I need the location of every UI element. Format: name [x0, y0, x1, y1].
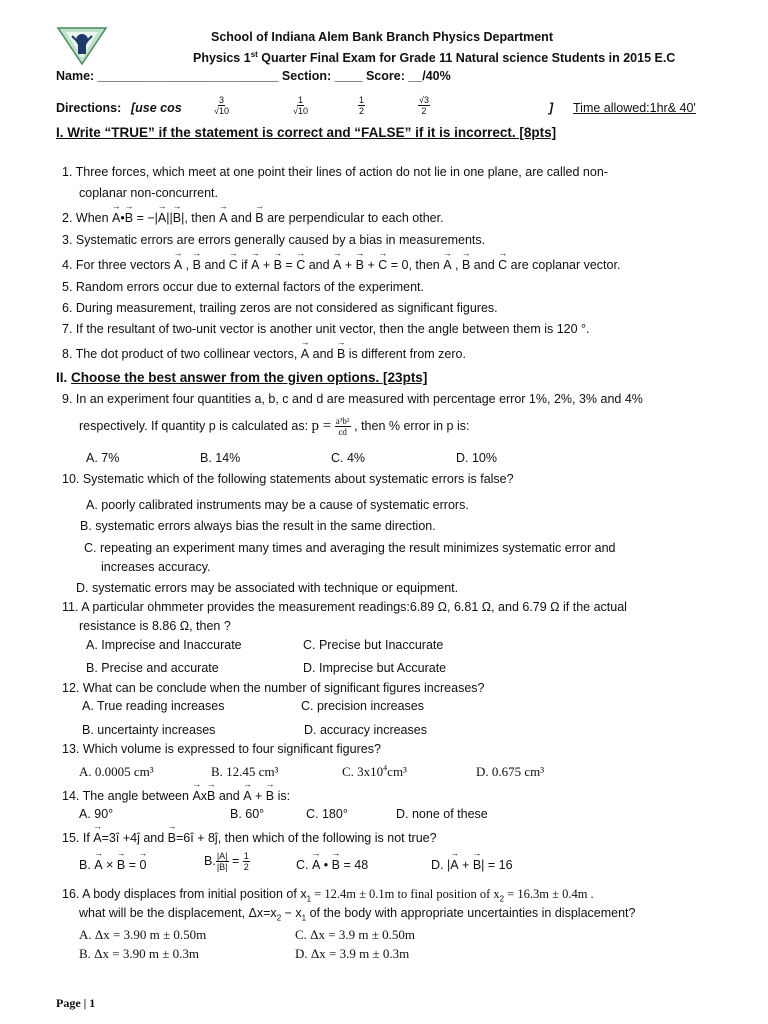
question-16-line-2: what will be the displacement, $\Delta x=x_2 - x_1$ of the body with appropriate uncertainties in displacement?	[79, 906, 636, 923]
q11-option-d: D. Imprecise but Accurate	[303, 661, 447, 675]
question-8: 8. The dot product of two collinear vectors, → A and → B is different from zero.	[62, 347, 466, 361]
q11-option-a: A. Imprecise and Inaccurate	[86, 638, 242, 652]
q16-option-a: A. Δx = 3.90 m ± 0.50m	[79, 927, 207, 942]
question-2: 2. When → A•→ B = −|→ A||→ B|, then → A and → B are perpendicular to each other.	[62, 211, 444, 225]
q15-option-a: B. → A × → B = → 0	[79, 858, 146, 872]
q9-option-d: D. 10%	[456, 451, 497, 465]
q14-option-d: D. none of these	[396, 807, 488, 821]
directions-use-cos: [use cos	[131, 101, 182, 115]
question-5: 5. Random errors occur due to external factors of the experiment.	[62, 280, 424, 294]
q9-option-c: C. 4%	[331, 451, 366, 465]
question-16-line-1: 16. A body displaces from initial position of $x_1 = 12.4m \pm 0.1m$ to final position of $x_2 = 16.3m \pm 0.4m$ .	[62, 887, 594, 904]
q14-option-b: B. 60°	[230, 807, 265, 821]
section-1-title: I. Write “TRUE” if the statement is correct and “FALSE” if it is incorrect. [8pts]	[56, 125, 557, 140]
q12-option-a: A. True reading increases	[82, 699, 225, 713]
cos-value-4: $\frac{√3}{2}$	[419, 95, 429, 116]
directions-close: ]	[549, 101, 554, 115]
cos-value-1: $\frac{3}{√10}$	[214, 95, 229, 116]
cos-value-2: $\frac{1}{√10}$	[293, 95, 308, 116]
q16-option-d: D. Δx = 3.9 m ± 0.3m	[295, 946, 410, 961]
q14-option-a: A. 90°	[79, 807, 114, 821]
q12-option-d: D. accuracy increases	[304, 723, 427, 737]
question-3: 3. Systematic errors are errors generally caused by a bias in measurements.	[62, 233, 486, 247]
q10-option-a: A. poorly calibrated instruments may be a cause of systematic errors.	[86, 498, 469, 512]
q12-option-b: B. uncertainty increases	[82, 723, 216, 737]
q12-option-c: C. precision increases	[301, 699, 424, 713]
question-11-line-1: 11. A particular ohmmeter provides the measurement readings:6.89 Ω, 6.81 Ω, and 6.79 Ω if the actual	[62, 600, 627, 614]
q10-option-d: D. systematic errors may be associated with technique or equipment.	[76, 581, 459, 595]
exam-title: Physics 1st Quarter Final Exam for Grade 11 Natural science Students in 2015 E.C	[193, 49, 676, 65]
q15-option-d: D. |→ A + → B| = 16	[431, 858, 513, 872]
q10-option-c-line-2: increases accuracy.	[101, 560, 211, 574]
question-9-line-2: respectively. If quantity p is calculated as: p = $\frac{\text{a³b²}}{cd}$ , then % error in p is:	[79, 416, 470, 437]
question-9-line-1: 9. In an experiment four quantities a, b, c and d are measured with percentage error 1%, 2%, 3% and 4%	[62, 392, 643, 406]
section-2-title: II. Choose the best answer from the given options. [23pts]	[56, 370, 428, 385]
school-logo	[56, 24, 108, 68]
question-1-line-1: 1. Three forces, which meet at one point their lines of action do not lie in one plane, are called non-	[62, 165, 608, 179]
q10-option-b: B. systematic errors always bias the result in the same direction.	[80, 519, 436, 533]
q16-option-c: C. Δx = 3.9 m ± 0.50m	[295, 927, 415, 942]
q13-option-a: A. 0.0005 cm³	[79, 764, 154, 779]
q9-option-b: B. 14%	[200, 451, 241, 465]
q13-option-c: C. $3x10^4cm^3$	[342, 763, 407, 779]
q16-option-b: B. Δx = 3.90 m ± 0.3m	[79, 946, 199, 961]
question-14: 14. The angle between → Ax→ B and → A + → B is:	[62, 789, 290, 803]
question-6: 6. During measurement, trailing zeros are not considered as significant figures.	[62, 301, 498, 315]
q10-option-c-line-1: C. repeating an experiment many times and averaging the result minimizes systematic error and	[84, 541, 616, 555]
name-section-score-line: Name: __________________________ Section: ____ Score: __/40%	[56, 69, 451, 83]
q11-option-b: B. Precise and accurate	[86, 661, 219, 675]
q15-option-c: C. → A • → B = 48	[296, 858, 368, 872]
question-7: 7. If the resultant of two-unit vector is another unit vector, then the angle between them is 120 °.	[62, 322, 590, 336]
question-10: 10. Systematic which of the following statements about systematic errors is false?	[62, 472, 514, 486]
q11-option-c: C. Precise but Inaccurate	[303, 638, 444, 652]
cos-value-3: $\frac{1}{2}$	[359, 95, 365, 116]
question-12: 12. What can be conclude when the number of significant figures increases?	[62, 681, 485, 695]
q15-option-b: B. $\frac{|A|}{|B|}$ = $\frac{1}{2}$	[204, 851, 249, 872]
q13-option-d: D. 0.675 cm³	[476, 764, 545, 779]
q13-option-b: B. 12.45 cm³	[211, 764, 279, 779]
q14-option-c: C. 180°	[306, 807, 348, 821]
directions-label: Directions:	[56, 101, 122, 115]
school-name: School of Indiana Alem Bank Branch Physics Department	[211, 30, 553, 44]
time-allowed: Time allowed:1hr& 40'	[573, 101, 696, 115]
question-15: 15. If → A=3î +4ĵ and → B=6î + 8ĵ, then which of the following is not true?	[62, 831, 437, 845]
question-13: 13. Which volume is expressed to four significant figures?	[62, 742, 381, 756]
page-number: Page | 1	[56, 996, 96, 1010]
question-11-line-2: resistance is 8.86 Ω, then ?	[79, 619, 231, 633]
q9-option-a: A. 7%	[86, 451, 120, 465]
question-4: 4. For three vectors → A , → B and → C if → A + → B = → C and → A + → B + → C = 0, then → A , → B and → C are coplanar vector.	[62, 258, 620, 272]
question-1-line-2: coplanar non-concurrent.	[79, 186, 218, 200]
